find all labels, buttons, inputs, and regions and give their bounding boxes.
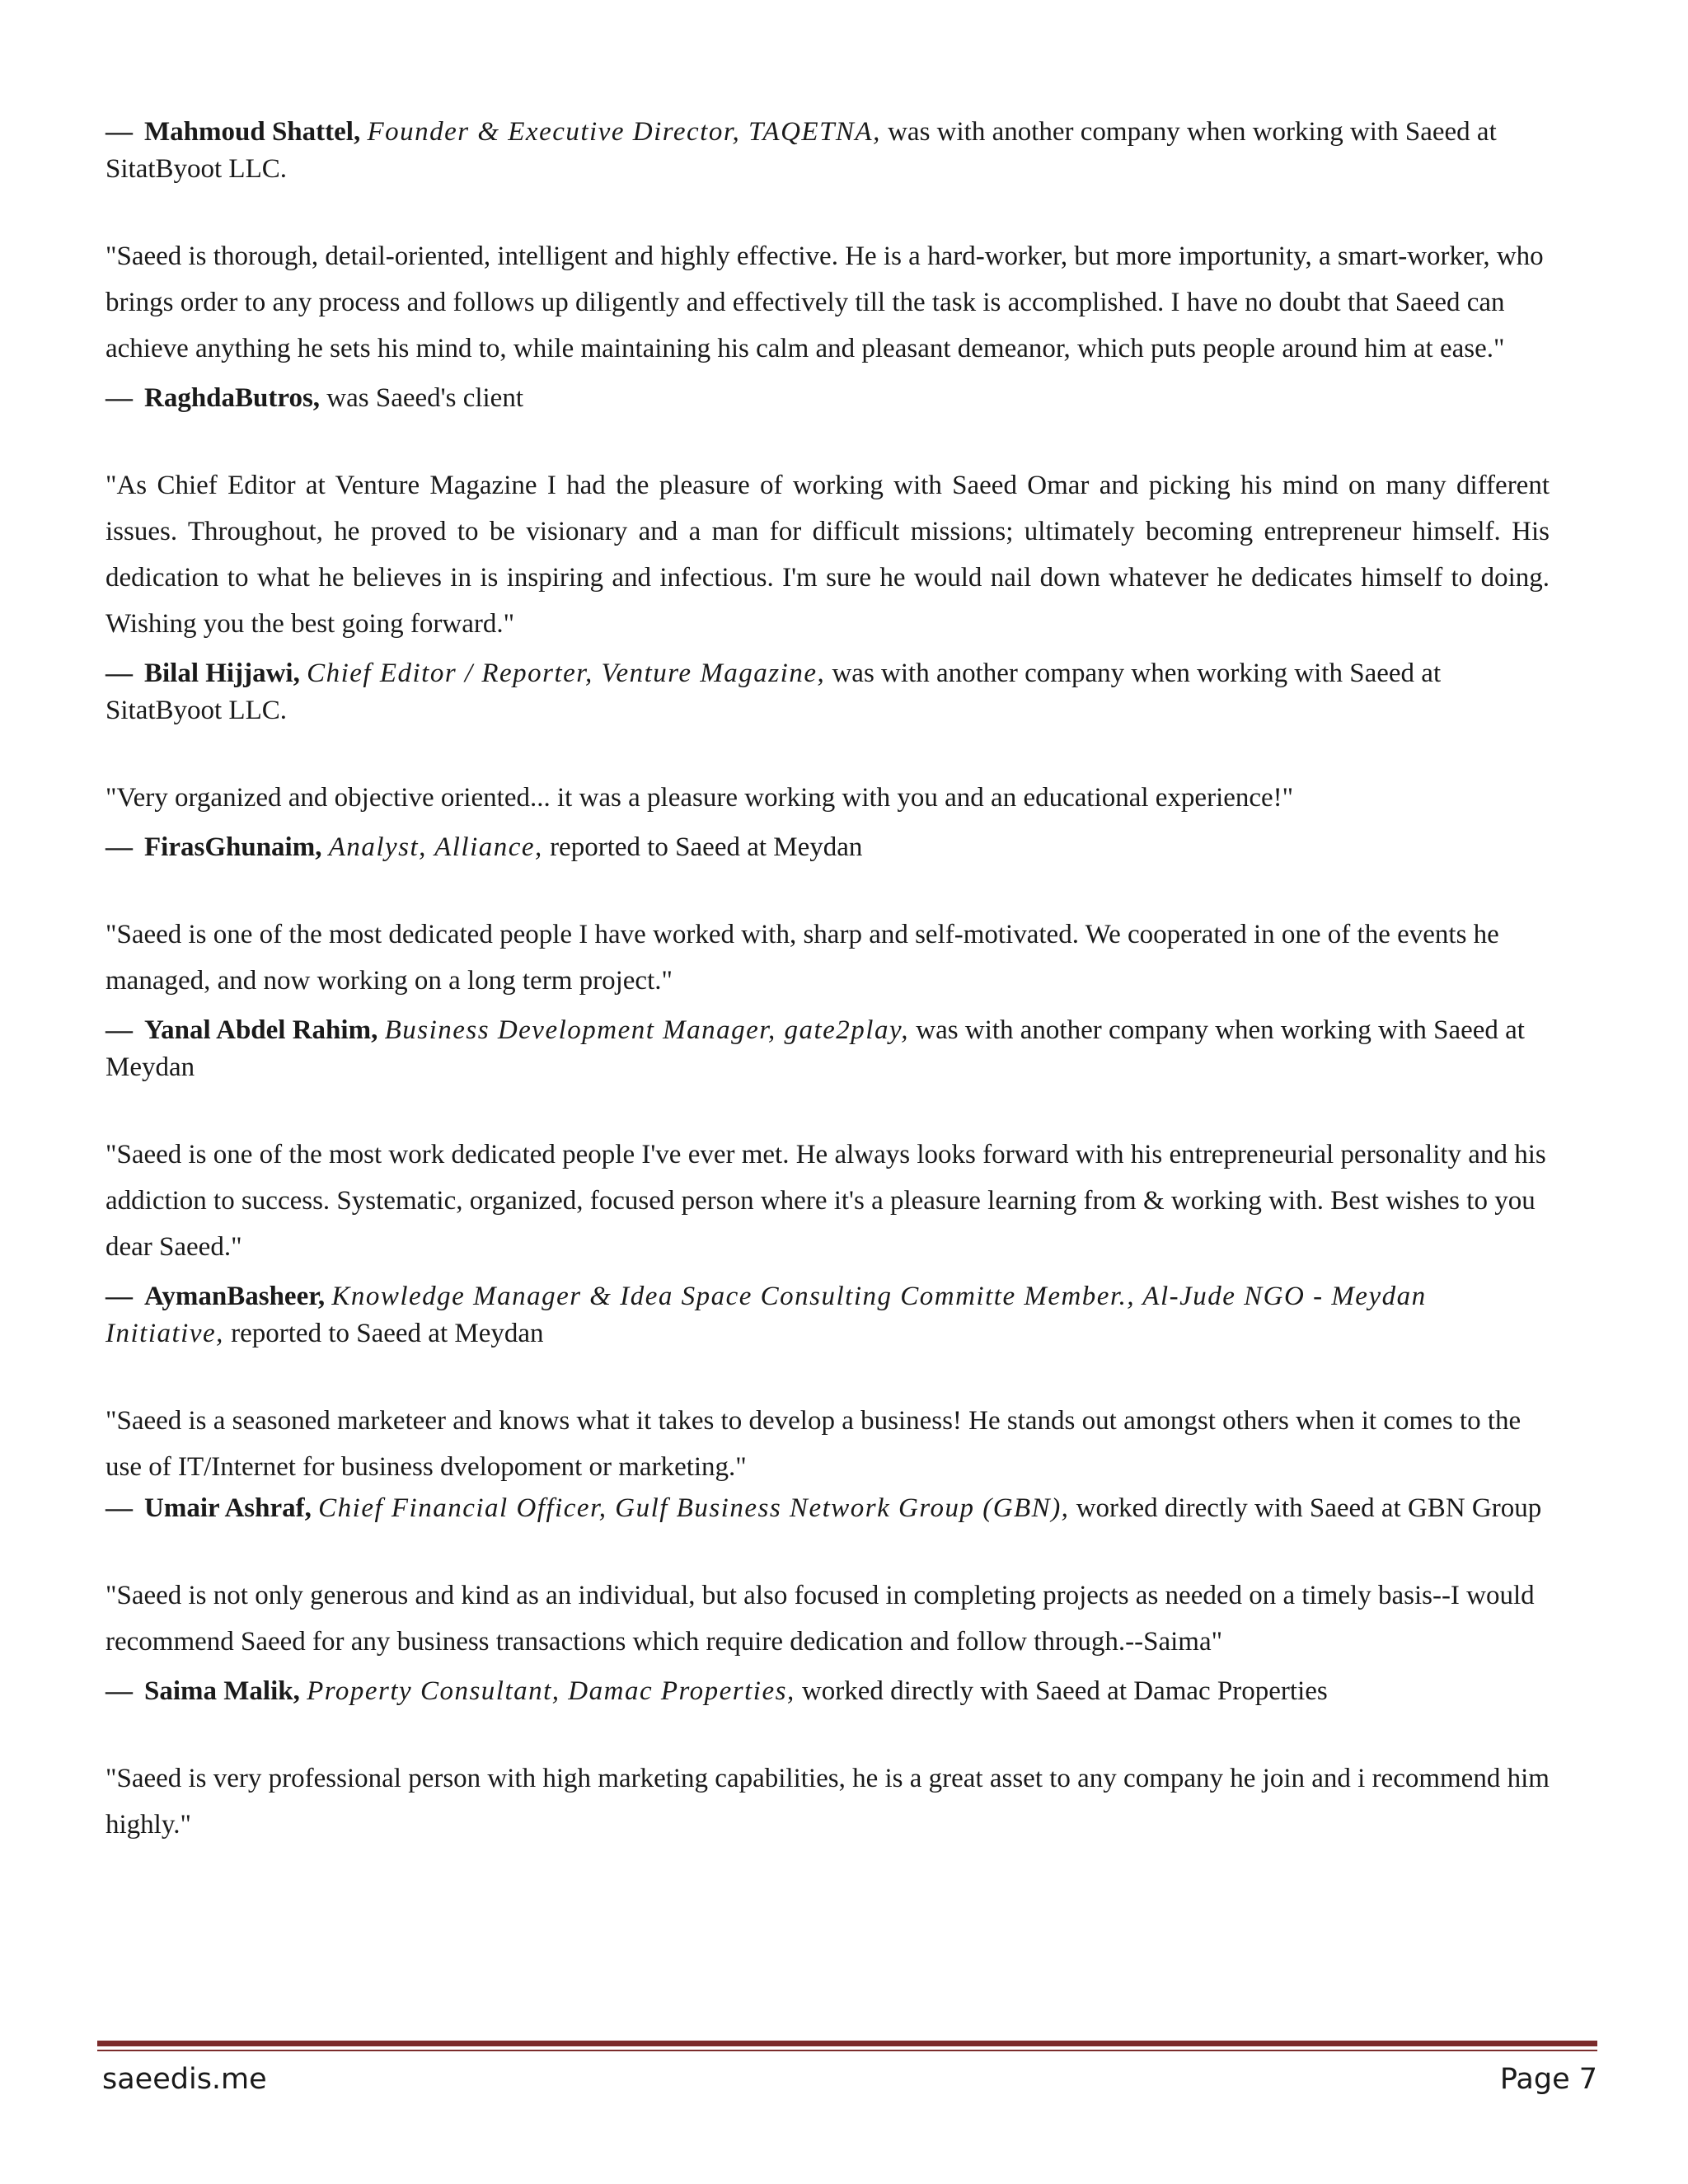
footer-rule-thin	[97, 2050, 1597, 2051]
recommender-name: Bilal Hijjawi,	[144, 658, 300, 688]
recommender-name: AymanBasheer,	[144, 1282, 326, 1311]
attribution-dash: —	[106, 832, 133, 862]
recommender-relation: was Saeed's client	[326, 383, 523, 413]
footer-rule	[97, 2041, 1597, 2046]
attribution	[106, 1490, 1550, 1527]
recommendation-quote: "Saeed is not only generous and kind as an individual, but also focused in completing projects as needed on a timely basis--I would recommend Saeed for any business transactions which require dedication and follow through.--Saima"	[106, 1581, 1535, 1657]
recommender-title: Property Consultant, Damac Properties,	[307, 1676, 795, 1706]
recommender-title: Founder & Executive Director, TAQETNA,	[367, 117, 881, 147]
attribution	[106, 1278, 1550, 1352]
recommendation-quote: "Saeed is a seasoned marketeer and knows what it takes to develop a business! He stands out amongst others when it comes to the use of IT/Internet for business dvelopoment or marketing."	[106, 1406, 1522, 1482]
spacer	[106, 417, 1550, 462]
recommender-name: Yanal Abdel Rahim,	[144, 1015, 378, 1045]
attribution-dash: —	[106, 1493, 133, 1523]
recommender-title: Chief Financial Officer, Gulf Business Network Group (GBN),	[318, 1493, 1070, 1523]
attribution	[106, 829, 1550, 866]
page-number: Page 7	[1499, 2063, 1597, 2096]
recommender-name: RaghdaButros,	[144, 383, 321, 413]
recommendation-quote: "Very organized and objective oriented... it was a pleasure working with you and an educational experience!"	[106, 783, 1294, 813]
recommendation-quote: "Saeed is one of the most work dedicated people I've ever met. He always looks forward with his entrepreneurial personality and his addiction to success. Systematic, organized, focused person where it's a pleasure learning from & working with. Best wishes to you dear Saeed."	[106, 1140, 1546, 1262]
recommender-name: Umair Ashraf,	[144, 1493, 312, 1523]
spacer	[106, 1710, 1550, 1755]
attribution-dash: —	[106, 1015, 133, 1045]
recommender-name: Mahmoud Shattel,	[144, 117, 361, 147]
attribution	[106, 114, 1550, 188]
recommender-name: FirasGhunaim,	[144, 832, 322, 862]
attribution-dash: —	[106, 1282, 133, 1311]
attribution-dash: —	[106, 1676, 133, 1706]
recommender-title: Knowledge Manager & Idea Space Consulting Committe Member., Al-Jude NGO - Meydan Initiative,	[106, 1282, 1427, 1348]
spacer	[106, 1527, 1550, 1572]
document-body	[106, 114, 1550, 1848]
recommendation-quote: "Saeed is thorough, detail-oriented, intelligent and highly effective. He is a hard-worker, but more importunity, a smart-worker, who brings order to any process and follows up diligently and effectively till the task is accomplished. I have no doubt that Saeed can achieve anything he sets his mind to, while maintaining his calm and pleasant demeanor, which puts people around him at ease."	[106, 241, 1544, 363]
recommender-relation: was with another company when working with Saeed at SitatByoot LLC.	[106, 117, 1497, 184]
recommender-relation: was with another company when working with Saeed at SitatByoot LLC.	[106, 658, 1442, 725]
spacer	[106, 1086, 1550, 1132]
spacer	[106, 866, 1550, 912]
recommender-title: Analyst, Alliance,	[328, 832, 543, 862]
attribution	[106, 1012, 1550, 1086]
recommender-relation: worked directly with Saeed at Damac Properties	[801, 1676, 1328, 1706]
attribution-dash: —	[106, 383, 133, 413]
attribution	[106, 380, 1550, 417]
recommendation-quote: "Saeed is very professional person with high marketing capabilities, he is a great asset to any company he join and i recommend him highly."	[106, 1764, 1550, 1840]
recommender-relation: worked directly with Saeed at GBN Group	[1076, 1493, 1542, 1523]
attribution-dash: —	[106, 658, 133, 688]
spacer	[106, 729, 1550, 775]
recommender-title: Business Development Manager, gate2play,	[384, 1015, 910, 1045]
attribution	[106, 655, 1550, 729]
recommender-relation: reported to Saeed at Meydan	[550, 832, 863, 862]
recommender-title: Chief Editor / Reporter, Venture Magazine,	[307, 658, 826, 688]
recommender-relation: reported to Saeed at Meydan	[231, 1319, 544, 1348]
recommendation-quote: "As Chief Editor at Venture Magazine I had the pleasure of working with Saeed Omar and picking his mind on many different issues. Throughout, he proved to be visionary and a man for difficult missions; ultimately becoming entrepreneur himself. His dedication to what he believes in is inspiring and infectious. I'm sure he would nail down whatever he dedicates himself to doing. Wishing you the best going forward."	[106, 471, 1550, 639]
recommendation-quote: "Saeed is one of the most dedicated people I have worked with, sharp and self-motivated. We cooperated in one of the events he managed, and now working on a long term project."	[106, 920, 1499, 996]
spacer	[106, 188, 1550, 233]
footer-site: saeedis.me	[102, 2063, 267, 2096]
recommender-relation: was with another company when working with Saeed at Meydan	[106, 1015, 1525, 1082]
recommender-name: Saima Malik,	[144, 1676, 300, 1706]
attribution	[106, 1673, 1550, 1710]
spacer	[106, 1352, 1550, 1398]
attribution-dash: —	[106, 117, 133, 147]
